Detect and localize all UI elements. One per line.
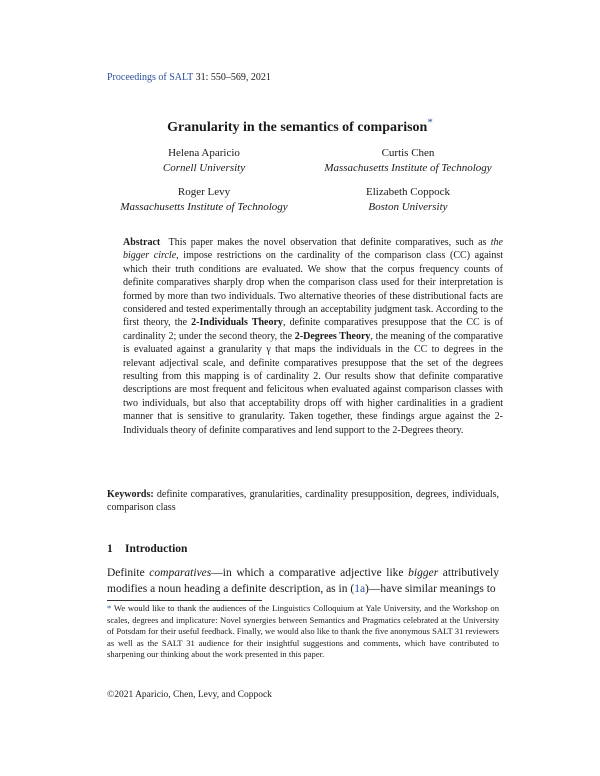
- abstract: [123, 236, 503, 437]
- pages-year: : 550–569, 2021: [205, 72, 271, 83]
- title-footnote-link[interactable]: *: [427, 116, 433, 129]
- title-text: Granularity in the semantics of comparison: [167, 120, 428, 135]
- author-affiliation: Massachusetts Institute of Technology: [324, 162, 492, 174]
- copyright: ©2021 Aparicio, Chen, Levy, and Coppock: [107, 690, 272, 700]
- intro-text: )—have similar meanings to: [365, 583, 496, 595]
- abstract-text: , impose restrictions on the cardinality of the comparison class (CC) against which their truth conditions are evaluated. We show that the corpus frequency counts of definite comparatives sharply drop when the comparison class used for their interpretation is formed by more than two individuals. Two alternative theories of these distributional facts are considered and tested experimentally through an acceptability judgment task. According to the first theory, the: [123, 250, 503, 329]
- footnote: [107, 603, 499, 661]
- intro-term: comparatives: [149, 567, 212, 579]
- volume: 31: [195, 72, 206, 83]
- author-affiliation: Massachusetts Institute of Technology: [120, 201, 288, 213]
- intro-text: Definite: [107, 567, 150, 579]
- author-name: Elizabeth Coppock: [365, 186, 450, 198]
- section-number: 1: [107, 543, 113, 555]
- footnote-rule: [107, 600, 262, 601]
- theory-1-term: 2-Individuals Theory: [191, 317, 283, 329]
- keywords-text: definite comparatives, granularities, cardinality presupposition, degrees, individuals, comparison class: [107, 489, 499, 514]
- footnote-text: We would like to thank the audiences of the Linguistics Colloquium at Yale University, and the Workshop on scales, degrees and implicature: Novel synergies between Semantics and Pragmatics celebrated at the University of Potsdam for their useful feedback. Finally, we would also like to thank the five anonymous SALT 31 reviewers as well as the SALT 31 audience for their insightful suggestions and comments, which have contributed to sharpening our thinking about the work presented in this paper.: [107, 603, 499, 660]
- example-ref-link[interactable]: 1a: [354, 583, 366, 595]
- abstract-text: This paper makes the novel observation that definite comparatives, such as: [168, 237, 491, 248]
- abstract-example: the bigger circle: [123, 237, 503, 262]
- intro-adjective: bigger: [408, 567, 439, 579]
- author-block: [278, 146, 538, 176]
- author-block: [278, 185, 538, 215]
- author-name: Helena Aparicio: [168, 147, 240, 159]
- theory-2-term: 2-Degrees Theory: [294, 330, 371, 342]
- running-header: [107, 72, 271, 83]
- intro-text: attributively modifies a noun heading a definite description, as in (: [107, 567, 500, 595]
- author-affiliation: Boston University: [368, 201, 448, 213]
- section-heading: [107, 543, 187, 555]
- intro-paragraph: [107, 565, 499, 597]
- footnote-mark: *: [107, 603, 112, 613]
- abstract-text: , definite comparatives presuppose that the CC is of cardinality 2; under the second theory, the: [123, 317, 503, 342]
- abstract-label: Abstract: [123, 237, 161, 248]
- author-name: Roger Levy: [177, 186, 231, 198]
- abstract-text: , the meaning of the comparative is evaluated against a granularity γ that maps the individuals in the CC to degrees in the relevant adjectival scale, and definite comparatives presuppose that the set of the degrees resulting from this mapping is of cardinality 2. Our results show that definite comparative descriptions are most frequent and felicitous when evaluated against comparison classes with two individuals, but also that acceptability drops off with higher cardinalities in a gradient manner that is sensitive to granularity. Taken together, these findings argue against the 2-Individuals theory of definite comparatives and lend support to the 2-Degrees theory.: [123, 330, 503, 436]
- author-affiliation: Cornell University: [162, 162, 246, 174]
- venue-link[interactable]: Proceedings of SALT: [107, 72, 194, 83]
- paper-title: [0, 116, 600, 136]
- keywords-label: Keywords:: [107, 489, 154, 500]
- keywords: [107, 488, 499, 515]
- section-title: Introduction: [125, 543, 188, 555]
- intro-text: —in which a comparative adjective like: [211, 567, 409, 579]
- author-name: Curtis Chen: [381, 147, 435, 159]
